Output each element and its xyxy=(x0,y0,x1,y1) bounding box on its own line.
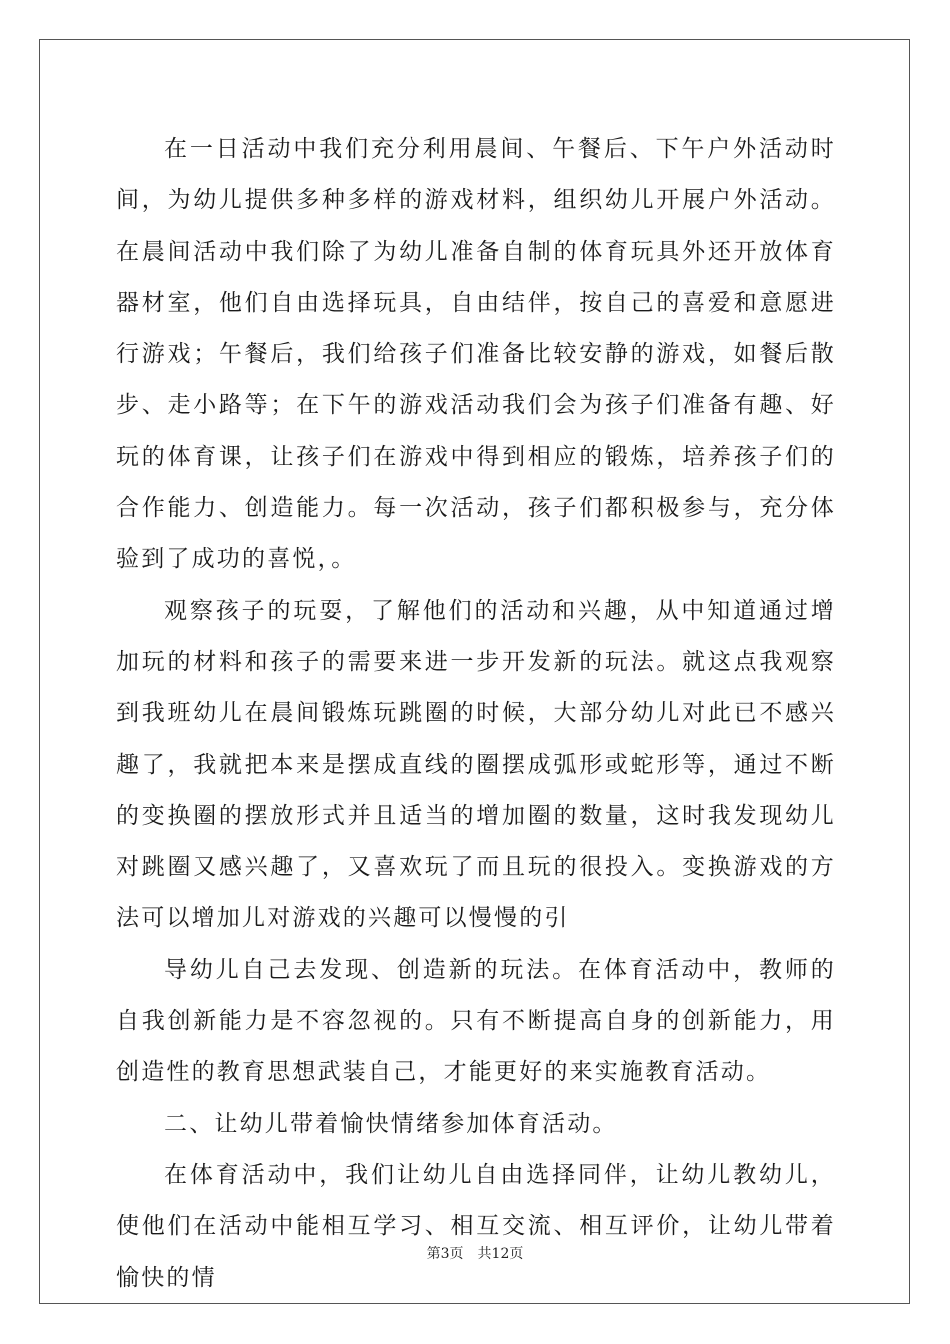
section-heading: 二、让幼儿带着愉快情绪参加体育活动。 xyxy=(164,1110,618,1137)
paragraph-1: 在一日活动中我们充分利用晨间、午餐后、下午户外活动时间，为幼儿提供多种多样的游戏材料，组织幼儿开展户外活动。在晨间活动中我们除了为幼儿准备自制的体育玩具外还开放体育器材室，他们自由选择玩具，自由结伴，按自己的喜爱和意愿进行游戏；午餐后，我们给孩子们准备比较安静的游戏，如餐后散步、走小路等；在下午的游戏活动我们会为孩子们准备有趣、好玩的体育课，让孩子们在游戏中得到相应的锻炼，培养孩子们的合作能力、创造能力。每一次活动，孩子们都积极参与，充分体验到了成功的喜悦，。 xyxy=(116,136,836,573)
page-number: 第3页 xyxy=(426,1246,464,1262)
document-body xyxy=(116,124,836,1304)
page-footer xyxy=(0,1243,950,1263)
total-pages: 共12页 xyxy=(477,1246,524,1262)
paragraph-4: 在体育活动中，我们让幼儿自由选择同伴，让幼儿教幼儿，使他们在活动中能相互学习、相互交流、相互评价，让幼儿带着愉快的情 xyxy=(116,1161,836,1291)
paragraph-3: 导幼儿自己去发现、创造新的玩法。在体育活动中，教师的自我创新能力是不容忽视的。只有不断提高自身的创新能力，用创造性的教育思想武装自己，才能更好的来实施教育活动。 xyxy=(116,956,836,1086)
paragraph-2: 观察孩子的玩耍，了解他们的活动和兴趣，从中知道通过增加玩的材料和孩子的需要来进一步开发新的玩法。就这点我观察到我班幼儿在晨间锻炼玩跳圈的时候，大部分幼儿对此已不感兴趣了，我就把本来是摆成直线的圈摆成弧形或蛇形等，通过不断的变换圈的摆放形式并且适当的增加圈的数量，这时我发现幼儿对跳圈又感兴趣了，又喜欢玩了而且玩的很投入。变换游戏的方法可以增加儿对游戏的兴趣可以慢慢的引 xyxy=(116,597,836,932)
